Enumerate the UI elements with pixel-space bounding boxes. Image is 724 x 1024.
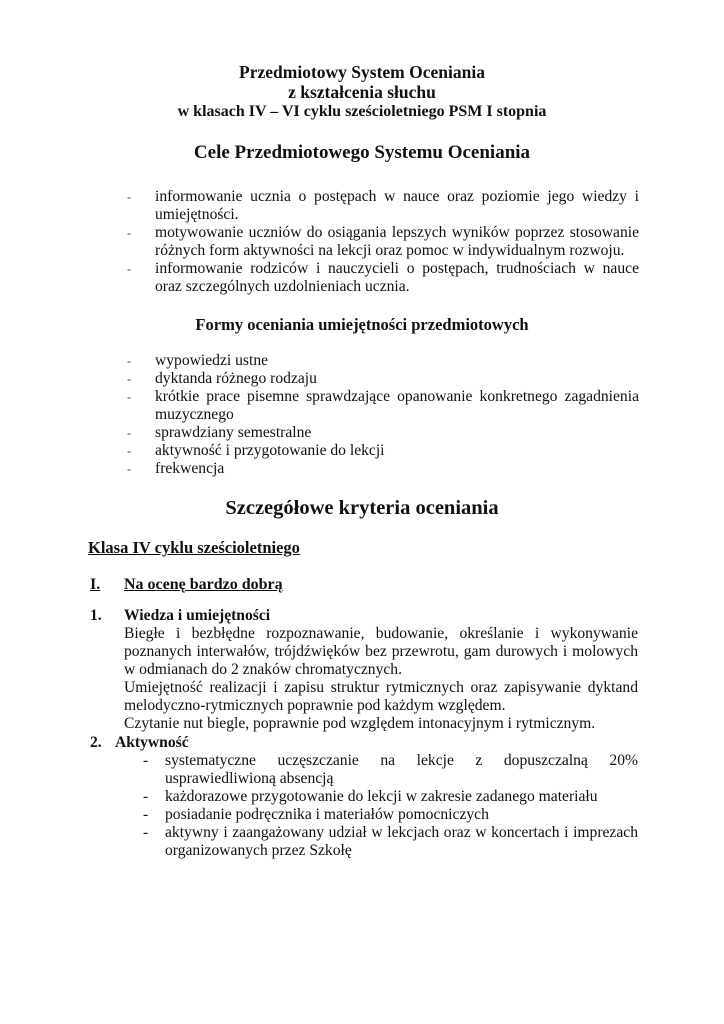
list-item: - informowanie rodziców i nauczycieli o postępach, trudnościach w nauce oraz szczególnych uzdolnieniach ucznia. (127, 260, 639, 295)
dash-bullet-icon: - (127, 262, 131, 276)
grade-heading (90, 576, 283, 594)
dash-bullet-icon: - (127, 190, 131, 204)
forms-list (127, 352, 639, 478)
forms-title: Formy oceniania umiejętności przedmiotowych (195, 315, 529, 334)
list-item: - informowanie ucznia o postępach w nauce oraz poziomie jego wiedzy i umiejętności. (127, 188, 639, 223)
goals-title: Cele Przedmiotowego Systemu Oceniania (193, 142, 531, 163)
list-item: - sprawdziany semestralne (127, 424, 312, 441)
list-item: - frekwencja (127, 460, 225, 477)
knowledge-paragraphs (124, 625, 638, 733)
dash-bullet-icon: - (127, 390, 131, 404)
class-heading: Klasa IV cyklu sześcioletniego (88, 538, 300, 557)
dash-bullet-icon: - (127, 444, 131, 458)
dash-bullet-icon: - (127, 354, 131, 368)
section-heading-activity (90, 734, 189, 752)
header-title: Przedmiotowy System Oceniania (239, 62, 485, 82)
list-item: - aktywność i przygotowanie do lekcji (127, 442, 385, 459)
document-header (0, 62, 724, 122)
criteria-title: Szczegółowe kryteria oceniania (225, 497, 499, 519)
dash-bullet-icon: - (127, 462, 131, 476)
header-subtitle: z kształcenia słuchu (288, 82, 436, 102)
list-item: - motywowanie uczniów do osiągania lepszych wyników poprzez stosowanie różnych form aktywności na lekcji oraz pomoc w indywidualnym rozwoju. (127, 224, 639, 259)
header-scope: w klasach IV – VI cyklu sześcioletniego PSM I stopnia (177, 103, 547, 120)
grade-label: Na ocenę bardzo dobrą (124, 576, 283, 593)
paragraph: Biegłe i bezbłędne rozpoznawanie, budowanie, określanie i wykonywanie poznanych interwałów, trójdźwięków bez przewrotu, gam durowych i molowych w odmianach do 2 znaków chromatycznych. (124, 625, 638, 678)
dash-bullet-icon: - (127, 372, 131, 386)
section-title: Wiedza i umiejętności (124, 607, 271, 624)
list-item: - dyktanda różnego rodzaju (127, 370, 317, 387)
dash-bullet-icon: - (143, 788, 149, 805)
paragraph: Umiejętność realizacji i zapisu struktur rytmicznych oraz zapisywanie dyktand melodyczno-rytmicznych poprawnie pod każdym względem. (124, 679, 638, 714)
list-item: - systematyczne uczęszczanie na lekcje z dopuszczalną 20% usprawiedliwioną absencją (143, 752, 638, 787)
goals-list (127, 188, 639, 296)
paragraph: Czytanie nut biegle, poprawnie pod względem intonacyjnym i rytmicznym. (124, 715, 596, 732)
section-heading-knowledge (90, 607, 270, 625)
dash-bullet-icon: - (143, 806, 149, 823)
dash-bullet-icon: - (127, 226, 131, 240)
dash-bullet-icon: - (143, 824, 149, 841)
dash-bullet-icon: - (143, 752, 149, 769)
activity-list (140, 752, 638, 860)
section-number: 1. (90, 607, 102, 624)
list-item: - każdorazowe przygotowanie do lekcji w zakresie zadanego materiału (143, 788, 598, 805)
list-item: - krótkie prace pisemne sprawdzające opanowanie konkretnego zagadnienia muzycznego (127, 388, 639, 423)
grade-number: I. (90, 576, 101, 593)
section-number: 2. (90, 734, 102, 751)
list-item: - wypowiedzi ustne (127, 352, 269, 369)
section-title: Aktywność (115, 734, 189, 751)
list-item: - aktywny i zaangażowany udział w lekcjach oraz w koncertach i imprezach organizowanych przez Szkołę (143, 824, 638, 859)
list-item: - posiadanie podręcznika i materiałów pomocniczych (143, 806, 489, 823)
dash-bullet-icon: - (127, 426, 131, 440)
